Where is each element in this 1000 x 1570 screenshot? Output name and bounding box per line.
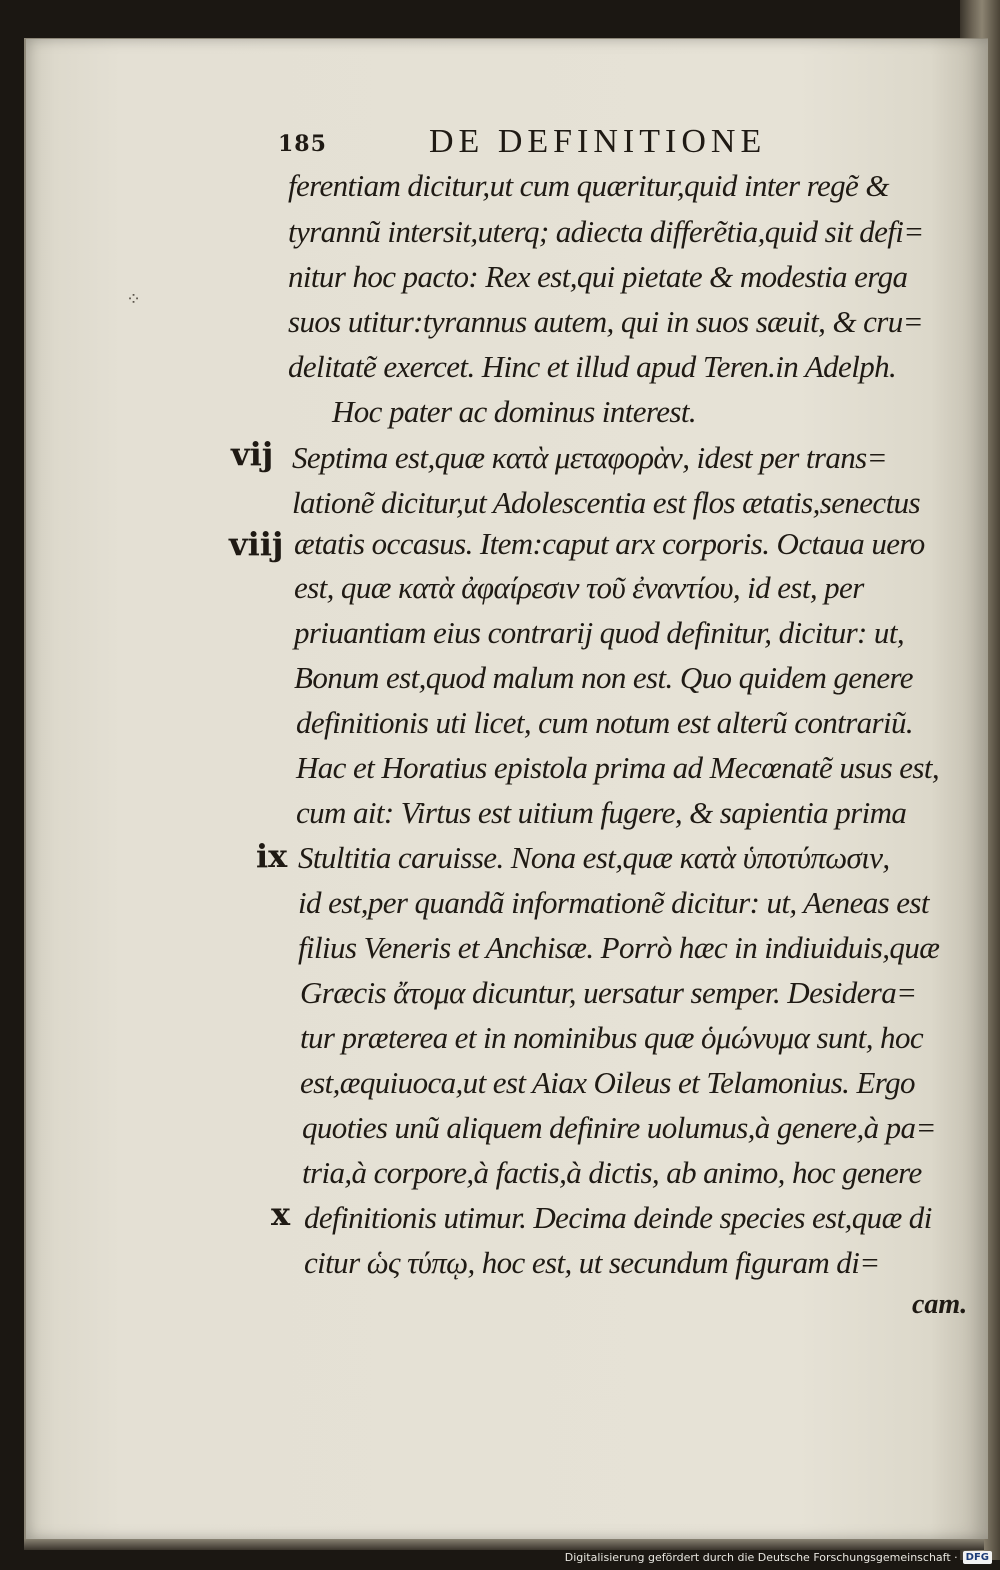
text-line: ferentiam dicitur,ut cum quæritur,quid inter regẽ & (288, 168, 889, 203)
text-line: Græcis ἄτομα dicuntur, uersatur semper. Desidera= (300, 975, 917, 1010)
catchword: cam. (912, 1289, 968, 1320)
text-line: suos utitur:tyrannus autem, qui in suos sæuit, & cru= (288, 304, 923, 339)
running-title: DE DEFINITIONE (429, 123, 767, 160)
text-line: est, quæ κατὰ ἀφαίρεσιν τοῦ ἐναντίου, id est, per (294, 570, 864, 605)
margin-mark: ⁘ (126, 289, 142, 310)
text-line: tyrannũ intersit,uterq; adiecta differẽtia,quid sit defi= (288, 214, 924, 249)
text-line: lationẽ dicitur,ut Adolescentia est flos ætatis,senectus (292, 485, 920, 520)
page-number: 185 (278, 131, 327, 157)
credit-text: Digitalisierung gefördert durch die Deutsche Forschungsgemeinschaft · (564, 1550, 958, 1564)
text-line: definitionis uti licet, cum notum est alterũ contrariũ. (296, 705, 914, 740)
marginal-numeral-x: x (271, 1195, 291, 1233)
text-line: cum ait: Virtus est uitium fugere, & sapientia prima (296, 795, 907, 830)
dfg-logo-icon: DFG (963, 1551, 992, 1564)
text-line: priuantiam eius contrarij quod definitur, dicitur: ut, (294, 615, 904, 650)
text-line: citur ὡς τύπῳ, hoc est, ut secundum figuram di= (304, 1245, 880, 1280)
text-line: Stultitia caruisse. Nona est,quæ κατὰ ὑποτύπωσιν, (298, 840, 890, 875)
text-line: definitionis utimur. Decima deinde species est,quæ di (304, 1200, 932, 1235)
text-line: Bonum est,quod malum non est. Quo quidem genere (294, 660, 913, 695)
text-line: nitur hoc pacto: Rex est,qui pietate & modestia erga (288, 259, 908, 294)
text-line: Septima est,quæ κατὰ μεταφορὰν, idest per trans= (292, 440, 887, 475)
book-page (24, 38, 988, 1539)
text-line: quoties unũ aliquem definire uolumus,à genere,à pa= (302, 1110, 936, 1145)
text-line: tur præterea et in nominibus quæ ὁμώνυμα sunt, hoc (300, 1020, 923, 1055)
text-line: ætatis occasus. Item:caput arx corporis. Octaua uero (294, 526, 925, 561)
marginal-numeral-viij: viij (229, 525, 284, 563)
text-line: filius Veneris et Anchisæ. Porrò hæc in indiuiduis,quæ (298, 930, 940, 965)
marginal-numeral-vij: vij (231, 435, 274, 473)
digitization-credit (565, 1548, 992, 1566)
marginal-numeral-ix: ix (256, 837, 288, 875)
text-line: delitatẽ exercet. Hinc et illud apud Teren.in Adelph. (288, 349, 897, 384)
text-line: Hoc pater ac dominus interest. (332, 394, 696, 429)
text-line: id est,per quandã informationẽ dicitur: ut, Aeneas est (298, 885, 929, 920)
text-line: Hac et Horatius epistola prima ad Mecœnatẽ usus est, (296, 750, 939, 785)
text-line: est,æquiuoca,ut est Aiax Oileus et Telamonius. Ergo (300, 1065, 915, 1100)
text-line: tria,à corpore,à factis,à dictis, ab animo, hoc genere (302, 1155, 922, 1190)
